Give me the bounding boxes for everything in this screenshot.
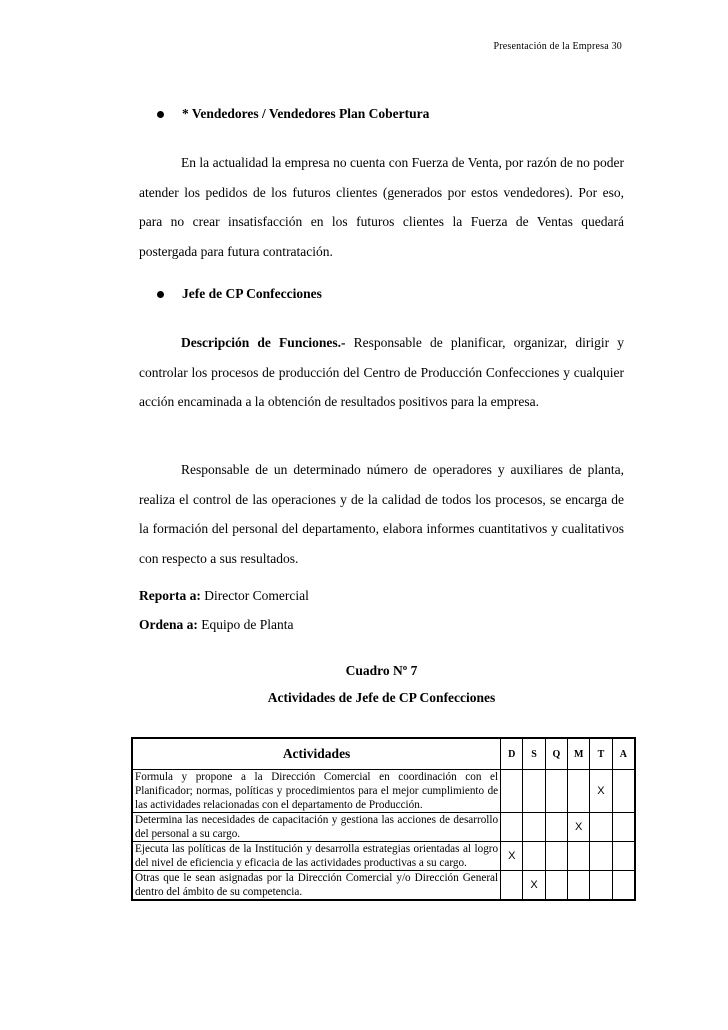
mark-cell-a <box>612 842 635 871</box>
activity-cell: Ejecuta las políticas de la Institución y desarrolla estrategias orientadas al logro del nivel de eficiencia y eficacia de las actividades productivas a su cargo. <box>132 842 501 871</box>
mark-cell-t: X <box>590 770 612 813</box>
section-heading-text: * Vendedores / Vendedores Plan Cobertura <box>182 106 430 121</box>
paragraph-text: En la actualidad la empresa no cuenta con Fuerza de Venta, por razón de no poder atender los pedidos de los futuros clientes (generados por estos vendedores). Por eso, para no crear insatisfacción en los futuros clientes la Fuerza de Ventas quedará postergada para futura contratación. <box>139 155 624 259</box>
header-cell-t: T <box>590 738 612 770</box>
funciones-text: Responsable de planificar, organizar, dirigir y controlar los procesos de producción del Centro de Producción Confecciones y cualquier acción encaminada a la obtención de resultados positivos para la empresa. <box>139 335 624 409</box>
ordena-line <box>139 617 293 633</box>
mark-cell-s <box>523 770 545 813</box>
header-cell-s: S <box>523 738 545 770</box>
reporta-value: Director Comercial <box>200 588 309 603</box>
mark-cell-q <box>545 871 567 901</box>
section-heading-vendedores <box>157 106 429 122</box>
table-row <box>132 842 635 871</box>
funciones-label: Descripción de Funciones.- <box>181 335 346 350</box>
paragraph-funciones <box>139 328 624 417</box>
section-heading-text: Jefe de CP Confecciones <box>182 286 322 301</box>
mark-cell-a <box>612 871 635 901</box>
mark-cell-d <box>501 813 523 842</box>
mark-cell-t <box>590 842 612 871</box>
mark-cell-s: X <box>523 871 545 901</box>
activities-table <box>131 737 636 901</box>
activity-cell: Formula y propone a la Dirección Comercial en coordinación con el Planificador; normas, políticas y procedimientos para el mejor cumplimiento de las actividades relacionadas con el departamento de Producción. <box>132 770 501 813</box>
page-header: Presentación de la Empresa 30 <box>493 41 622 52</box>
mark-cell-s <box>523 813 545 842</box>
bullet-icon <box>157 291 164 298</box>
header-cell-m: M <box>568 738 590 770</box>
section-heading-jefe <box>157 286 322 302</box>
table-row <box>132 770 635 813</box>
table-row <box>132 871 635 901</box>
activity-cell: Otras que le sean asignadas por la Dirección Comercial y/o Dirección General dentro del ámbito de su competencia. <box>132 871 501 901</box>
activity-cell: Determina las necesidades de capacitación y gestiona las acciones de desarrollo del personal a su cargo. <box>132 813 501 842</box>
paragraph-vendedores <box>139 148 624 266</box>
mark-cell-m <box>568 871 590 901</box>
mark-cell-t <box>590 813 612 842</box>
header-cell-q: Q <box>545 738 567 770</box>
paragraph-responsable <box>139 455 624 573</box>
mark-cell-a <box>612 770 635 813</box>
mark-cell-a <box>612 813 635 842</box>
bullet-icon <box>157 111 164 118</box>
mark-cell-q <box>545 842 567 871</box>
paragraph-text: Responsable de un determinado número de operadores y auxiliares de planta, realiza el control de las operaciones y de la calidad de todos los procesos, se encarga de la formación del personal del departamento, elabora informes cuantitativos y cualitativos con respecto a sus resultados. <box>139 462 624 566</box>
mark-cell-d <box>501 871 523 901</box>
ordena-label: Ordena a: <box>139 617 198 632</box>
header-cell-actividades: Actividades <box>132 738 501 770</box>
header-cell-d: D <box>501 738 523 770</box>
header-cell-a: A <box>612 738 635 770</box>
mark-cell-m <box>568 842 590 871</box>
mark-cell-s <box>523 842 545 871</box>
mark-cell-d <box>501 770 523 813</box>
mark-cell-q <box>545 770 567 813</box>
ordena-value: Equipo de Planta <box>197 617 294 632</box>
reporta-line <box>139 588 309 604</box>
mark-cell-m <box>568 770 590 813</box>
table-title: Actividades de Jefe de CP Confecciones <box>267 690 496 705</box>
mark-cell-m: X <box>568 813 590 842</box>
table-row <box>132 813 635 842</box>
mark-cell-t <box>590 871 612 901</box>
mark-cell-d: X <box>501 842 523 871</box>
table-number: Cuadro Nº 7 <box>345 663 418 678</box>
table-header-row <box>132 738 635 770</box>
mark-cell-q <box>545 813 567 842</box>
reporta-label: Reporta a: <box>139 588 201 603</box>
